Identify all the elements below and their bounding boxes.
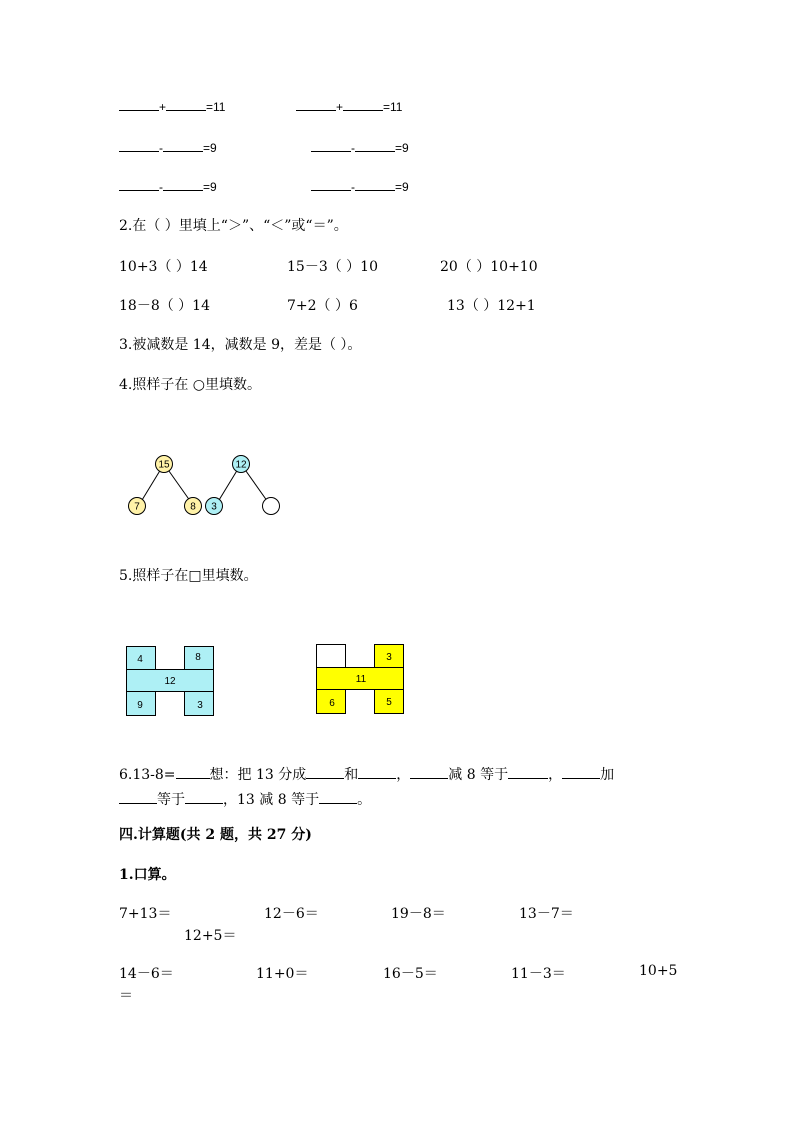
q6-text: ，13 减 8 等于 [223,792,320,808]
q6-text: 减 8 等于 [448,767,509,783]
calc-item: ＝ [119,988,133,1004]
operator: - [351,180,355,194]
answer-blank[interactable] [185,791,223,804]
q6-text: 加 [600,767,615,783]
fill-row-1-right [296,98,402,114]
q2-title: 2.在（ ）里填上“＞”、“＜”或“＝”。 [119,218,348,234]
answer-blank[interactable] [562,766,600,779]
answer-blank[interactable] [410,766,448,779]
q2-item: 18－8（ ）14 [119,298,210,314]
q3-title: 3.被减数是 14，减数是 9，差是（ ）。 [119,337,362,353]
answer-blank[interactable] [296,98,336,111]
answer-blank[interactable] [311,178,351,191]
tree-answer-circle[interactable] [263,498,280,515]
answer-blank[interactable] [355,139,395,152]
answer-blank[interactable] [119,139,159,152]
equation-result: =9 [395,141,409,155]
operator: + [336,100,344,114]
equation-result: =9 [395,180,409,194]
q6-text: ， [396,767,411,783]
q6-text: 等于 [157,792,185,808]
q6-text: 和 [344,767,359,783]
h-cell-bottom-left: 9 [137,700,143,711]
fill-row-1-left [119,98,225,114]
h-cell-top-right: 3 [386,652,392,663]
q2-item: 10+3（ ）14 [119,259,208,275]
answer-blank[interactable] [163,139,203,152]
q6-text: 。 [357,792,372,808]
answer-blank[interactable] [358,766,396,779]
tree-node-left: 3 [211,501,217,513]
h-cell-middle: 11 [355,674,367,685]
q2-item: 20（ ）10+10 [440,259,538,275]
calc-item: 16－5＝ [383,966,438,982]
calc-item: 12+5＝ [184,928,237,944]
q6-line-2 [119,789,371,809]
tree-node-top: 12 [235,459,247,471]
equation-result: =9 [203,141,217,155]
answer-blank[interactable] [119,791,157,804]
calc-item: 19－8＝ [391,906,446,922]
h-cell-bottom-right: 3 [197,700,203,711]
fill-row-3-right [311,178,409,194]
q6-text: 6.13-8= [119,767,176,783]
h-cell-middle: 12 [164,676,176,687]
tree-node-left: 7 [134,501,140,513]
calc-item: 10+5 [639,963,678,979]
answer-blank[interactable] [319,791,357,804]
q2-item: 13（ ）12+1 [447,298,536,314]
answer-blank[interactable] [355,178,395,191]
calc-item: 14－6＝ [119,966,174,982]
calc-item: 7+13＝ [119,906,172,922]
h-cell-bottom-right: 5 [386,697,392,708]
answer-blank[interactable] [311,139,351,152]
tree-node-top: 15 [158,459,170,471]
q6-text: 想：把 13 分成 [209,767,307,783]
q5-title: 5.照样子在□里填数。 [119,568,258,584]
q6-line-1 [119,764,614,784]
calc-item: 13－7＝ [519,906,574,922]
section-4-title: 四.计算题(共 2 题，共 27 分) [119,827,312,843]
tree-example [129,456,202,515]
operator: - [351,141,355,155]
h-shape-example [126,646,216,718]
h-cell-top-left: 4 [137,654,143,665]
number-trees [120,450,290,522]
q4-title: 4.照样子在 ○里填数。 [119,377,262,393]
equation-result: =11 [383,100,403,114]
h-shape-task [316,644,406,716]
answer-blank[interactable] [119,98,159,111]
calc-item: 12－6＝ [264,906,319,922]
equation-result: =11 [206,100,226,114]
tree-task [206,456,280,515]
h-cell-top-right: 8 [195,652,201,663]
answer-blank[interactable] [166,98,206,111]
tree-node-right: 8 [190,501,196,513]
operator: + [159,100,167,114]
q2-item: 15－3（ ）10 [287,259,378,275]
q2-item: 7+2（ ）6 [287,298,358,314]
operator: - [159,141,163,155]
answer-blank[interactable] [119,178,159,191]
answer-blank[interactable] [176,766,210,779]
h-answer-cell[interactable] [317,645,346,668]
answer-blank[interactable] [343,98,383,111]
answer-blank[interactable] [508,766,548,779]
answer-blank[interactable] [306,766,344,779]
calc-title: 1.口算。 [119,867,176,883]
fill-row-2-left [119,139,217,155]
fill-row-2-right [311,139,409,155]
operator: - [159,180,163,194]
q6-text: ， [548,767,563,783]
fill-row-3-left [119,178,217,194]
calc-item: 11+0＝ [256,966,309,982]
calc-item: 11－3＝ [511,966,566,982]
h-cell-bottom-left: 6 [329,698,335,709]
answer-blank[interactable] [163,178,203,191]
equation-result: =9 [203,180,217,194]
